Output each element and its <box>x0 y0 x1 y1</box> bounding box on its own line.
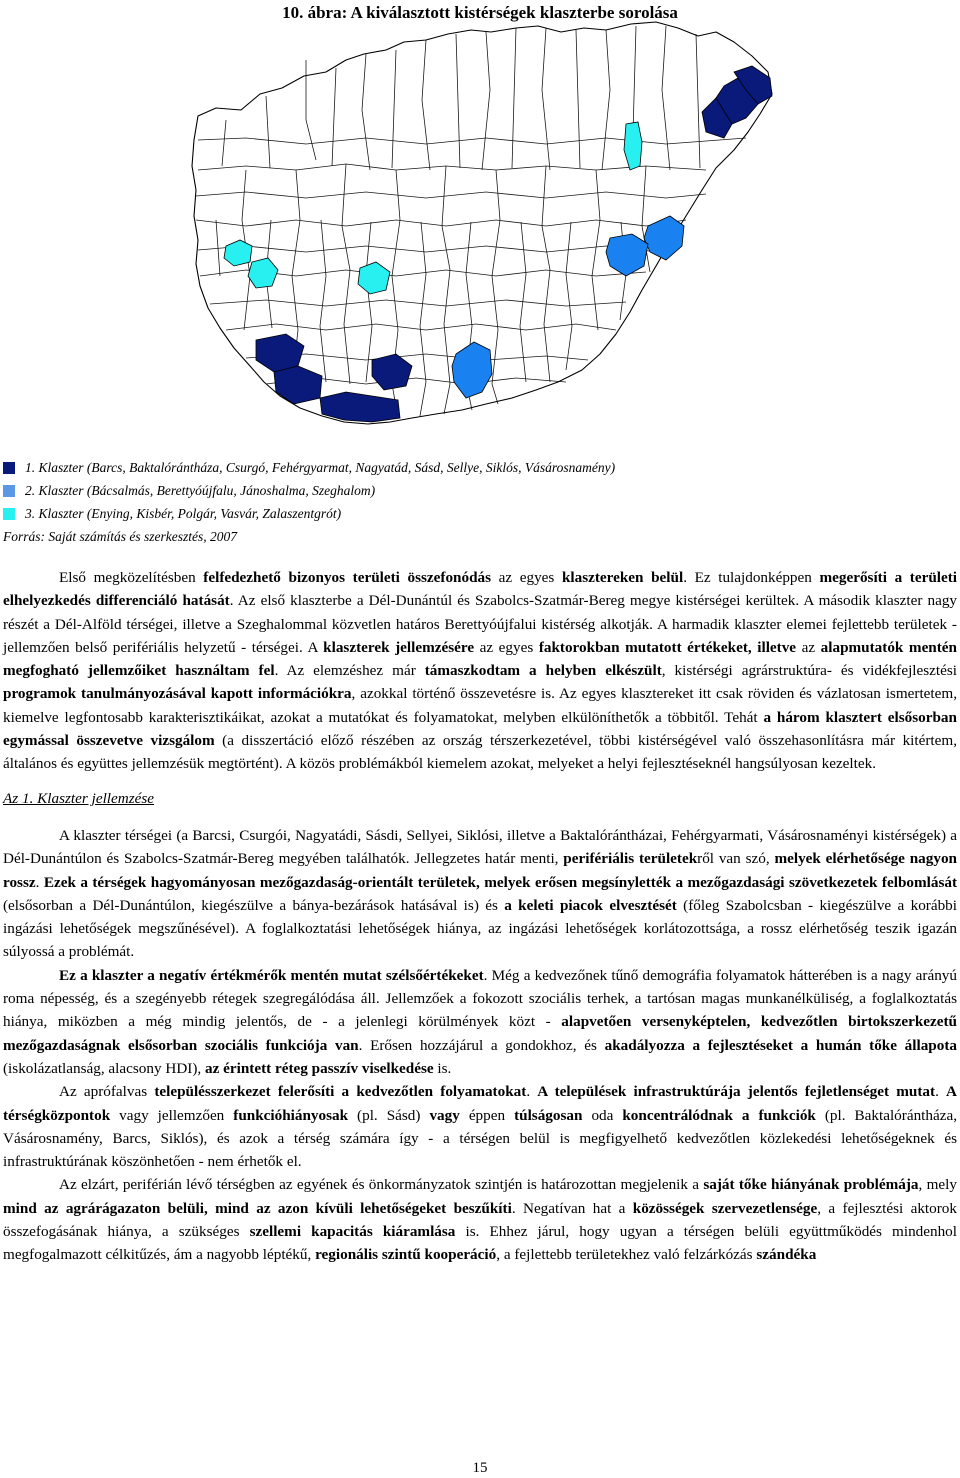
legend-swatch-cluster-2 <box>3 485 15 497</box>
text-run: . Ez tulajdonképpen <box>683 569 820 586</box>
bold-text-run: faktorokban mutatott értékeket, illetve <box>538 638 797 656</box>
text-run: ről van szó, <box>697 850 775 868</box>
text-run: , a fejlettebb területekhez való felzárkózás <box>496 1246 757 1264</box>
text-run: . <box>526 1083 538 1101</box>
bold-text-run: A térségközpontok <box>3 1083 958 1124</box>
paragraph-cluster1-location <box>3 824 957 964</box>
text-run: . Negatívan hat a <box>511 1199 633 1217</box>
text-run: Az aprófalvas <box>59 1083 155 1101</box>
bold-text-run: megerősíti a területi elhelyezkedés differenciáló hatását <box>3 569 957 610</box>
bold-text-run: funkcióhiányosak <box>233 1106 349 1124</box>
figure-title: 10. ábra: A kiválasztott kistérségek klaszterbe sorolása <box>282 3 678 22</box>
bold-text-run: melyek elérhetősége nagyon rossz <box>3 850 958 891</box>
bold-text-run: programok tanulmányozásával kapott információkra <box>3 685 352 703</box>
figure-source: Forrás: Saját számítás és szerkesztés, 2007 <box>3 529 238 544</box>
paragraph-cluster1-settlement <box>3 1080 957 1173</box>
bold-text-run: akadályozza a fejlesztéseket a humán tőke állapota <box>604 1036 957 1054</box>
text-run: is. Ehhez járul, hogy ugyan a térségen belüli együttműködés mindenhol megfogalmazott célkitűzés, ám a nagyobb léptékű, <box>3 1223 957 1264</box>
paragraph-cluster1-capital <box>3 1173 957 1266</box>
text-run: . Még a kedvezőnek tűnő demográfia folyamatok hátterében is a nagy arányú roma népesség, és a szegényebb rétegek szegregálódása áll. Jellemzőek a fokozott szociális terhek, a tartósan magas munkanélküliség, a foglalkoztatás hiánya, miközben a még mindig jelentős, de - a jelenlegi körülmények közt - <box>3 966 957 1031</box>
text-run: az <box>796 638 821 656</box>
text-run: is. <box>433 1059 452 1077</box>
legend-label: 2. Klaszter (Bácsalmás, Berettyóújfalu, Jánoshalma, Szeghalom) <box>25 483 376 498</box>
text-run: A klaszter térségei (a Barcsi, Csurgói, Nagyatádi, Sásdi, Sellyei, Siklósi, illetve a Baktalórántházai, Fehérgyarmati, Vásárosnaményi kistérségek) a Dél-Dunántúlon és Szabolcs-Szatmár-Bereg megyében találhatók. Jellegzetes határ menti, <box>3 826 957 868</box>
text-run: Az elzárt, periférián lévő térségben az egyének és önkormányzatok szintjén is határozottan megjelenik a <box>59 1176 704 1194</box>
text-run: (pl. Sásd) <box>348 1106 430 1124</box>
text-run: (főleg Szabolcsban - kiegészülve a korábbi ingázási lehetőségek megszűnésével). A foglalkoztatási lehetőségek hiánya, az ingázási lehetőségek korlátozottsága, a rossz elérhetőség teszik igazán súlyossá a problémát. <box>3 896 957 961</box>
bold-text-run: Ezek a térségek hagyományosan mezőgazdaság-orientált területek, melyek erősen megsínylették a mezőgazdasági szövetkezetek felbomlását <box>43 873 958 891</box>
legend-swatch-cluster-3 <box>3 508 15 520</box>
text-run: , mely <box>918 1176 957 1194</box>
legend-item <box>3 479 903 502</box>
legend-item <box>3 456 903 479</box>
legend-label: 1. Klaszter (Barcs, Baktalórántháza, Csurgó, Fehérgyarmat, Nagyatád, Sásd, Sellye, Siklós, Vásárosnamény) <box>25 460 616 475</box>
section-heading: Az 1. Klaszter jellemzése <box>3 789 155 807</box>
text-run: . <box>35 873 44 891</box>
bold-text-run: Ez a klaszter a negatív értékmérők mentén mutat szélsőértékeket <box>59 966 484 984</box>
bold-text-run: a három klasztert elsősorban egymással összevetve vizsgálom <box>3 708 957 750</box>
paragraph-cluster1-values <box>3 964 957 1080</box>
text-run: (a disszertáció előző részében az ország térszerkezetével, többi kistérségével való összehasonlításra már kitértem, általános és együttes jellemzésük megtörtént). A közös problémákból kiemelem azokat, melyeket a helyi fejlesztéseknél hangsúlyosan kezeltek. <box>3 732 957 773</box>
map-legend <box>3 456 903 548</box>
text-run: , azokkal történő összevetésre is. Az egyes klasztereket itt csak röviden és vázlatosan ismertetem, kiemelve legfontosabb karakterisztikáikat, azokat a mutatókat és folyamatokat, melyben elkülöníthetők a többitől. Tehát <box>3 685 957 726</box>
legend-label: 3. Klaszter (Enying, Kisbér, Polgár, Vasvár, Zalaszentgrót) <box>25 506 342 521</box>
text-run: oda <box>582 1106 623 1124</box>
text-run: éppen <box>459 1106 515 1124</box>
text-run: . Erősen hozzájárul a gondokhoz, és <box>358 1036 605 1054</box>
legend-item <box>3 502 903 525</box>
hungary-subregion-map <box>186 20 776 440</box>
bold-text-run: mind az agrárágazaton belüli, mind az azon kívüli lehetőségeket beszűkíti <box>3 1199 512 1217</box>
text-run: . Az elemzéshez már <box>274 662 425 680</box>
text-run: . Az első klaszterbe a Dél-Dunántúl és Szabolcs-Szatmár-Bereg megye kistérségei kerültek. A második klaszter nagy részét a Dél-Alföld térségei, illetve a Szeghalommal közvetlen határos Berettyóújfalui kistérség alkotják. A harmadik klaszter elemei fejlettebb területek - jellemzően belső perifériális helyzetű - térségei. A <box>3 592 958 656</box>
bold-text-run: közösségek szervezetlensége <box>632 1199 818 1217</box>
text-run: (elsősorban a Dél-Dunántúlon, kiegészülve a bánya-bezárások hatásával is) és <box>3 896 505 914</box>
bold-text-run: felfedezhető bizonyos területi összefonódás <box>203 569 492 586</box>
text-run: az egyes <box>491 569 562 586</box>
bold-text-run: szellemi kapacitás kiáramlása <box>249 1223 456 1241</box>
text-run: vagy jellemzően <box>110 1106 234 1124</box>
body-text <box>3 566 957 1267</box>
bold-text-run: az érintett réteg passzív viselkedése <box>205 1059 434 1077</box>
bold-text-run: támaszkodtam a helyben elkészült <box>424 662 662 680</box>
page-number: 15 <box>472 1460 488 1476</box>
bold-text-run: a keleti piacok elvesztését <box>504 896 677 914</box>
text-run: Első megközelítésben <box>59 569 204 586</box>
paragraph-intro <box>3 566 957 776</box>
bold-text-run: A települések infrastruktúrája jelentős fejletlenséget mutat <box>537 1083 936 1101</box>
text-run: , a fejlesztési aktorok összefogásának hiánya, a szükséges <box>3 1199 957 1241</box>
text-run: . <box>935 1083 947 1101</box>
bold-text-run: perifériális területek <box>563 850 698 868</box>
bold-text-run: koncentrálódnak a funkciók <box>622 1106 816 1124</box>
text-run: az egyes <box>474 638 539 656</box>
bold-text-run: szándéka <box>756 1246 817 1264</box>
bold-text-run: klaszterek jellemzésére <box>323 638 475 656</box>
text-run: (iskolázatlanság, alacsony HDI), <box>3 1059 206 1077</box>
text-run: (pl. Baktalórántháza, Vásárosnamény, Barcs, Siklós), és azok a térség számára így - a térségen belül is megfigyelhető kedvezőtlen közlekedési lehetőségeknek és infrastruktúrának köszönhetően - nem érhetők el. <box>3 1106 957 1171</box>
bold-text-run: alapmutatók mentén megfogható jellemzőiket használtam fel <box>3 638 957 680</box>
bold-text-run: klasztereken belül <box>561 569 684 586</box>
bold-text-run: településszerkezet felerősíti a kedvezőtlen folyamatokat <box>154 1083 527 1101</box>
bold-text-run: regionális szintű kooperáció <box>315 1246 497 1264</box>
legend-swatch-cluster-1 <box>3 462 15 474</box>
bold-text-run: túlságosan <box>514 1106 583 1124</box>
bold-text-run: vagy <box>429 1106 460 1124</box>
text-run: , kistérségi agrárstruktúra- és vidékfejlesztési <box>661 662 958 680</box>
bold-text-run: alapvetően versenyképtelen, kedvezőtlen birtokszerkezetű mezőgazdaságnak elsősorban szociális funkciója van <box>3 1013 957 1054</box>
bold-text-run: saját tőke hiányának problémája <box>703 1176 919 1194</box>
